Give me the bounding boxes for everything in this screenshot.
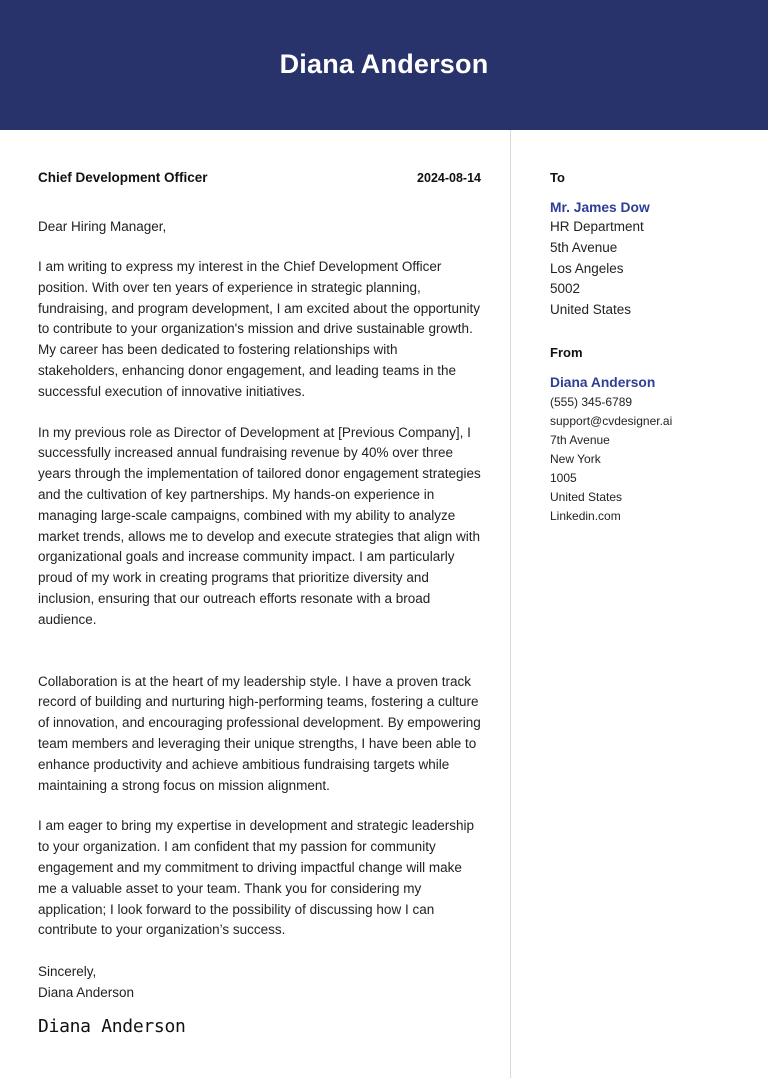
recipient-department: HR Department bbox=[550, 219, 644, 234]
sender-street: 7th Avenue bbox=[550, 432, 610, 447]
sender-city: New York bbox=[550, 451, 601, 466]
closing-name: Diana Anderson bbox=[38, 984, 135, 1000]
closing-phrase: Sincerely, bbox=[38, 964, 97, 980]
sender-country: United States bbox=[550, 489, 623, 504]
recipient-country: United States bbox=[550, 302, 632, 318]
recipient-address bbox=[550, 217, 750, 321]
from-label: From bbox=[550, 344, 583, 360]
applicant-name: Diana Anderson bbox=[279, 48, 489, 79]
recipient-city: Los Angeles bbox=[550, 260, 624, 276]
paragraph-conclusion: I am eager to bring my expertise in development and strategic leadership to your organization. I am confident that my passion for community engagement and my commitment to driving impactful change will make me a valuable asset to your team. Thank you for considering my application; I look forward to the possibility of discussing how I can contribute to your organization’s success. bbox=[38, 818, 474, 938]
contact-sidebar bbox=[550, 170, 750, 526]
job-title: Chief Development Officer bbox=[38, 170, 208, 185]
title-row bbox=[38, 170, 481, 185]
closing-block bbox=[38, 962, 481, 1004]
sender-linkedin[interactable]: Linkedin.com bbox=[550, 508, 621, 523]
header-banner bbox=[0, 0, 768, 130]
paragraph-collaboration: Collaboration is at the heart of my leadership style. I have a proven track record of building and nurturing high-performing teams, fostering a culture of innovation, and encouraging professional development. By empowering team members and leveraging their unique strengths, I have been able to enhance productivity and achieve ambitious fundraising targets while maintaining a strong focus on mission alignment. bbox=[38, 673, 481, 793]
paragraph-intro: I am writing to express my interest in the Chief Development Officer position. With over ten years of experience in strategic planning, fundraising, and program development, I am excited about the opportunity to contribute to your organization's mission and drive sustainable growth. My career has been dedicated to fostering relationships with stakeholders, enhancing donor engagement, and leading teams in the successful execution of innovative initiatives. bbox=[38, 259, 481, 399]
sender-contact bbox=[550, 393, 750, 526]
to-label: To bbox=[550, 170, 565, 185]
salutation: Dear Hiring Manager, bbox=[38, 219, 167, 234]
signature: Diana Anderson bbox=[38, 1015, 186, 1037]
sender-zip: 1005 bbox=[550, 470, 577, 485]
recipient-zip: 5002 bbox=[550, 281, 581, 297]
column-divider bbox=[510, 130, 511, 1078]
recipient-name: Mr. James Dow bbox=[550, 200, 650, 215]
paragraph-experience: In my previous role as Director of Development at [Previous Company], I successfully increased annual fundraising revenue by 40% over three years through the implementation of tailored donor engagement strategies and the cultivation of key partnerships. My hands-on experience in managing large-scale campaigns, combined with my ability to analyze market trends, allows me to develop and execute strategies that align with organizational goals and increase community impact. I am particularly proud of my work in creating programs that prioritize diversity and inclusion, ensuring that our outreach efforts resonate with a broad audience. bbox=[38, 424, 481, 627]
letter-date: 2024-08-14 bbox=[417, 171, 481, 185]
sender-email[interactable]: support@cvdesigner.ai bbox=[550, 413, 673, 428]
sender-phone: (555) 345-6789 bbox=[550, 394, 633, 409]
recipient-street: 5th Avenue bbox=[550, 239, 618, 255]
sender-name: Diana Anderson bbox=[550, 374, 656, 390]
letter-body bbox=[38, 170, 481, 1037]
